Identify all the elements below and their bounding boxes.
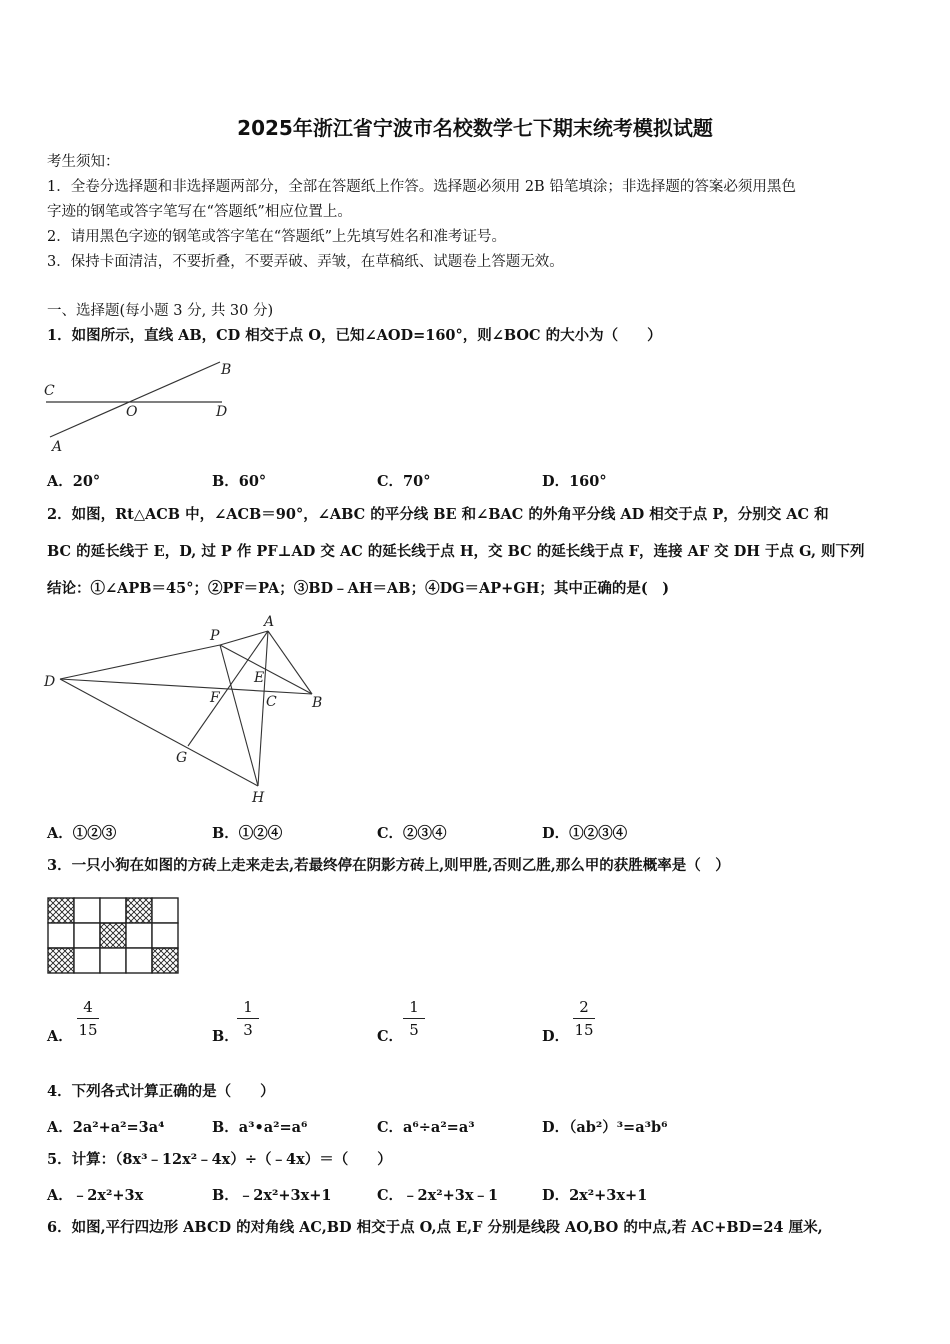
q1-option-d[interactable]: D．160° (542, 473, 607, 490)
q1-option-a[interactable]: A．20° (47, 473, 101, 490)
q2-option-b[interactable]: B．①②④ (212, 825, 283, 842)
q5-option-b[interactable]: B．﹣2x²+3x+1 (212, 1187, 332, 1204)
seg-ph (220, 645, 258, 786)
q4-option-b[interactable]: B．a³•a²=a⁶ (212, 1119, 308, 1136)
q3-tile-grid (47, 897, 180, 975)
label-a2: A (264, 614, 275, 630)
fraction-bar (403, 1018, 425, 1019)
seg-pa (220, 631, 268, 645)
line-ab (50, 362, 220, 437)
q3-option-b-label[interactable]: B． (212, 1028, 239, 1045)
label-b: B (221, 362, 232, 378)
seg-ag (188, 631, 268, 746)
notice-heading: 考生须知： (47, 154, 120, 170)
q3-c-den: 5 (409, 1021, 419, 1039)
q2-line-2: BC 的延长线于 E，D, 过 P 作 PF⊥AD 交 AC 的延长线于点 H，交 BC 的延长线于点 F，连接 AF 交 DH 于点 G, 则下列 (47, 543, 865, 560)
q3-option-a-label[interactable]: A． (47, 1028, 73, 1045)
plain-tile (126, 923, 152, 948)
q2-line-1: 2．如图，Rt△ACB 中，∠ACB＝90°，∠ABC 的平分线 BE 和∠BAC 的外角平分线 AD 相交于点 P，分别交 AC 和 (47, 506, 829, 523)
plain-tile (74, 948, 100, 973)
shaded-tile (126, 898, 152, 923)
label-p: P (210, 628, 220, 644)
label-a: A (52, 439, 63, 455)
q5-option-a[interactable]: A．﹣2x²+3x (47, 1187, 144, 1204)
q1-figure (40, 355, 240, 455)
section-heading: 一、选择题(每小题 3 分, 共 30 分) (47, 303, 274, 319)
seg-ab (268, 631, 312, 694)
q3-option-c-fraction (401, 998, 427, 1039)
shaded-tile (48, 948, 74, 973)
label-o: O (126, 404, 138, 420)
seg-db (60, 679, 312, 694)
q3-text: 3．一只小狗在如图的方砖上走来走去,若最终停在阴影方砖上,则甲胜,否则乙胜,那么甲的获胜概率是（ ） (47, 857, 730, 874)
q3-option-a-fraction (75, 998, 101, 1039)
label-e: E (254, 670, 265, 686)
q2-line-3: 结论：①∠APB＝45°；②PF＝PA；③BD﹣AH＝AB；④DG＝AP+GH；其中正确的是( ) (47, 580, 670, 597)
q3-b-den: 3 (243, 1021, 253, 1039)
label-f: F (210, 690, 220, 706)
q3-a-num: 4 (83, 998, 93, 1016)
q4-option-c[interactable]: C．a⁶÷a²=a³ (377, 1119, 475, 1136)
page-title: 2025年浙江省宁波市名校数学七下期末统考模拟试题 (237, 116, 713, 140)
label-b2: B (312, 695, 323, 711)
notice-line-2: 2．请用黑色字迹的钢笔或答字笔在“答题纸”上先填写姓名和准考证号。 (47, 229, 507, 245)
q5-option-c[interactable]: C．﹣2x²+3x﹣1 (377, 1187, 499, 1204)
q1-option-b[interactable]: B．60° (212, 473, 267, 490)
plain-tile (152, 898, 178, 923)
seg-dh (60, 679, 258, 786)
label-d: D (216, 404, 228, 420)
label-c: C (44, 383, 55, 399)
q2-option-c[interactable]: C．②③④ (377, 825, 447, 842)
notice-line-1b: 字迹的钢笔或答字笔写在“答题纸”相应位置上。 (47, 204, 352, 220)
label-h: H (252, 790, 265, 806)
q4-option-d[interactable]: D．（ab²）³=a³b⁶ (542, 1119, 668, 1136)
q3-d-num: 2 (579, 998, 589, 1016)
plain-tile (126, 948, 152, 973)
plain-tile (100, 948, 126, 973)
shaded-tile (100, 923, 126, 948)
label-c2: C (266, 694, 277, 710)
q4-text: 4．下列各式计算正确的是（ ） (47, 1083, 275, 1100)
q3-c-num: 1 (409, 998, 419, 1016)
fraction-bar (573, 1018, 595, 1019)
q3-d-den: 15 (574, 1021, 594, 1039)
label-d2: D (44, 674, 56, 690)
q3-option-d-label[interactable]: D． (542, 1028, 570, 1045)
q3-option-c-label[interactable]: C． (377, 1028, 404, 1045)
q3-a-den: 15 (78, 1021, 98, 1039)
q3-option-d-fraction (571, 998, 597, 1039)
fraction-bar (237, 1018, 259, 1019)
plain-tile (152, 923, 178, 948)
q2-option-d[interactable]: D．①②③④ (542, 825, 628, 842)
q3-option-b-fraction (235, 998, 261, 1039)
shaded-tile (48, 898, 74, 923)
shaded-tile (152, 948, 178, 973)
plain-tile (74, 923, 100, 948)
q3-b-num: 1 (243, 998, 253, 1016)
q2-option-a[interactable]: A．①②③ (47, 825, 117, 842)
plain-tile (48, 923, 74, 948)
notice-line-3: 3．保持卡面清洁，不要折叠，不要弄破、弄皱，在草稿纸、试题卷上答题无效。 (47, 254, 564, 270)
q4-option-a[interactable]: A．2a²+a²=3a⁴ (47, 1119, 165, 1136)
q6-text: 6．如图,平行四边形 ABCD 的对角线 AC,BD 相交于点 O,点 E,F 分别是线段 AO,BO 的中点,若 AC+BD=24 厘米, (47, 1219, 823, 1236)
label-g: G (176, 750, 188, 766)
q2-figure (40, 610, 340, 810)
plain-tile (74, 898, 100, 923)
fraction-bar (77, 1018, 99, 1019)
notice-line-1a: 1．全卷分选择题和非选择题两部分，全部在答题纸上作答。选择题必须用 2B 铅笔填涂；非选择题的答案必须用黑色 (47, 179, 796, 195)
plain-tile (100, 898, 126, 923)
q1-option-c[interactable]: C．70° (377, 473, 431, 490)
q5-text: 5．计算：（8x³﹣12x²﹣4x）÷（﹣4x）＝（ ） (47, 1151, 392, 1168)
seg-dp (60, 645, 220, 679)
q1-text: 1．如图所示，直线 AB，CD 相交于点 O，已知∠AOD=160°，则∠BOC 的大小为（ ） (47, 327, 662, 344)
q5-option-d[interactable]: D．2x²+3x+1 (542, 1187, 648, 1204)
